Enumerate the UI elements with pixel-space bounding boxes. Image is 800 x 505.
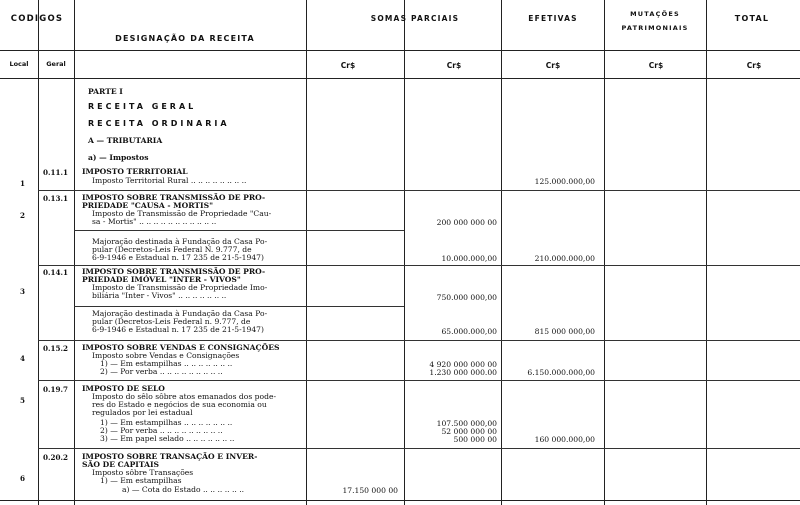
item-5-line-3: regulados por lei estadual: [92, 408, 193, 417]
item-2-efetiva: 210.000.000,00: [534, 254, 595, 263]
code-geral-1: 0.11.1: [43, 168, 69, 177]
code-local-3: 3: [20, 287, 26, 296]
header-mutacoes: MUTAÇÕES: [630, 10, 680, 18]
item-6-line-2: 1) — Em estampilhas: [100, 476, 182, 485]
item-6-title-2: SÃO DE CAPITAIS: [82, 460, 160, 469]
item-4-parcial-1: 4 920 000 000 00: [429, 360, 497, 369]
bottom-rule: [0, 500, 800, 501]
item-5-efetiva: 160 000.000,00: [534, 435, 595, 444]
item-2-parcial-1: 200 000 000 00: [436, 218, 497, 227]
item-4-line-3: 2) — Por verba .. .. .. .. .. .. .. .. ..: [100, 367, 223, 376]
item-4-line-2: 1) — Em estampilhas .. .. .. .. .. .. ..: [100, 359, 233, 368]
code-local-2: 2: [20, 211, 26, 220]
code-local-6: 6: [20, 474, 26, 483]
item-2-line-2: sa - Mortis" .. .. .. .. .. .. .. .. .. .. ..: [92, 217, 217, 226]
item-1-line: Imposto Territorial Rural .. .. .. .. .. .. .. ..: [92, 176, 247, 185]
item-5-title: IMPOSTO DE SELO: [82, 384, 165, 393]
code-local-1: 1: [20, 179, 26, 188]
row-sep-4: [38, 380, 800, 381]
item-6-title-1: IMPOSTO SOBRE TRANSAÇÃO E INVER-: [82, 452, 258, 461]
part-title: PARTE I: [88, 87, 123, 96]
header-rule-2: [0, 78, 800, 79]
item-3-line-3: Majoração destinada à Fundação da Casa Po-: [92, 309, 268, 318]
header-total: TOTAL: [734, 14, 770, 23]
item-6-line-1: Imposto sôbre Transações: [92, 468, 194, 477]
header-codigos: CODIGOS: [10, 14, 64, 24]
col-divider-mutacoes: [604, 0, 605, 505]
item-2-line-1: Imposto de Transmissão de Propriedade "Cau-: [92, 209, 272, 218]
item-1-title: IMPOSTO TERRITORIAL: [82, 167, 188, 176]
impostos-title: a) — Impostos: [88, 153, 149, 162]
code-geral-5: 0.19.7: [43, 385, 69, 394]
header-local: Local: [9, 60, 29, 68]
row-sep-3: [38, 340, 800, 341]
header-patrimoniais: PATRIMONIAIS: [621, 24, 689, 32]
item-2-title-2: PRIEDADE "CAUSA - MORTIS": [82, 201, 214, 210]
item-3-line-5: 6-9-1946 e Estadual n. 17 235 de 21-5-1947): [92, 325, 264, 334]
code-geral-2: 0.13.1: [43, 194, 69, 203]
header-rule-1: [0, 50, 800, 51]
col-divider-efetivas: [501, 0, 502, 505]
col-divider-local: [38, 0, 39, 505]
receita-geral-title: RECEITA GERAL: [88, 102, 197, 111]
tributaria-title: A — TRIBUTARIA: [88, 136, 163, 145]
item-4-title: IMPOSTO SOBRE VENDAS E CONSIGNAÇÕES: [82, 343, 280, 352]
currency-parciais-1: Cr$: [340, 61, 356, 70]
header-geral: Geral: [46, 60, 66, 68]
item-5-line-1: Imposto do sêlo sôbre atos emanados dos pode-: [92, 392, 277, 401]
item-3-parcial-1: 750.000 000,00: [436, 293, 497, 302]
item-5-line-5: 2) — Por verba .. .. .. .. .. .. .. .. ..: [100, 426, 223, 435]
item-6-soma-parcial: 17.150 000 00: [342, 486, 398, 495]
item-4-line-1: Imposto sobre Vendas e Consignações: [92, 351, 240, 360]
item-6-line-3: a) — Cota do Estado .. .. .. .. .. ..: [122, 485, 245, 494]
currency-efetivas: Cr$: [545, 61, 561, 70]
item-3-title-1: IMPOSTO SOBRE TRANSMISSÃO DE PRO-: [82, 267, 266, 276]
currency-parciais-2: Cr$: [446, 61, 462, 70]
col-divider-designacao: [306, 0, 307, 505]
item-3-efetiva: 815 000 000,00: [534, 327, 595, 336]
item-3-title-2: PRIEDADE IMÓVEL "INTER - VIVOS": [82, 275, 241, 284]
row-sep-5: [38, 448, 800, 449]
item-1-efetiva: 125.000.000,00: [534, 177, 595, 186]
col-divider-geral: [74, 0, 75, 505]
col-divider-total: [706, 0, 707, 505]
item-5-line-6: 3) — Em papel selado .. .. .. .. .. .. ..: [100, 434, 235, 443]
header-efetivas: EFETIVAS: [528, 14, 578, 23]
header-somas-parciais: SOMAS PARCIAIS: [370, 14, 460, 23]
item-3-line-2: biliária "Inter - Vivos" .. .. .. .. .. .. ..: [92, 291, 227, 300]
code-local-4: 4: [20, 354, 26, 363]
item-5-line-2: res do Estado e negócios de sua economia ou: [92, 400, 267, 409]
item-2-line-4: pular (Decretos-Leis Federal N. 9.777, de: [92, 245, 252, 254]
code-local-5: 5: [20, 396, 26, 405]
item-2-title-1: IMPOSTO SOBRE TRANSMISSÃO DE PRO-: [82, 193, 266, 202]
code-geral-4: 0.15.2: [43, 344, 69, 353]
item-2-line-5: 6-9-1946 e Estadual n. 17 235 de 21-5-1947): [92, 253, 264, 262]
row-sep-2a: [74, 230, 404, 231]
col-divider-parciais: [404, 0, 405, 505]
item-2-parcial-2: 10.000.000,00: [441, 254, 497, 263]
code-geral-6: 0.20.2: [43, 453, 69, 462]
item-3-line-1: Imposto de Transmissão de Propriedade Imo-: [92, 283, 268, 292]
item-4-efetiva: 6.150.000.000,00: [527, 368, 595, 377]
item-4-parcial-2: 1.230 000 000.00: [429, 368, 497, 377]
item-5-parcial-3: 500 000 00: [453, 435, 497, 444]
currency-total: Cr$: [746, 61, 762, 70]
item-3-line-4: pular (Decretos-Leis Federal n. 9.777, de: [92, 317, 251, 326]
item-5-parcial-1: 107.500 000,00: [436, 419, 497, 428]
item-5-line-4: 1) — Em estampilhas .. .. .. .. .. .. ..: [100, 418, 233, 427]
code-geral-3: 0.14.1: [43, 268, 69, 277]
item-5-parcial-2: 52 000 000 00: [441, 427, 497, 436]
receita-ordinaria-title: RECEITA ORDINARIA: [88, 119, 230, 128]
item-3-parcial-2: 65.000.000,00: [441, 327, 497, 336]
currency-mutacoes: Cr$: [648, 61, 664, 70]
item-2-line-3: Majoração destinada à Fundação da Casa Po-: [92, 237, 268, 246]
row-sep-3a: [74, 306, 404, 307]
header-designacao: DESIGNAÇÃO DA RECEITA: [115, 34, 255, 43]
row-sep-2: [38, 265, 800, 266]
row-sep-1: [38, 190, 800, 191]
